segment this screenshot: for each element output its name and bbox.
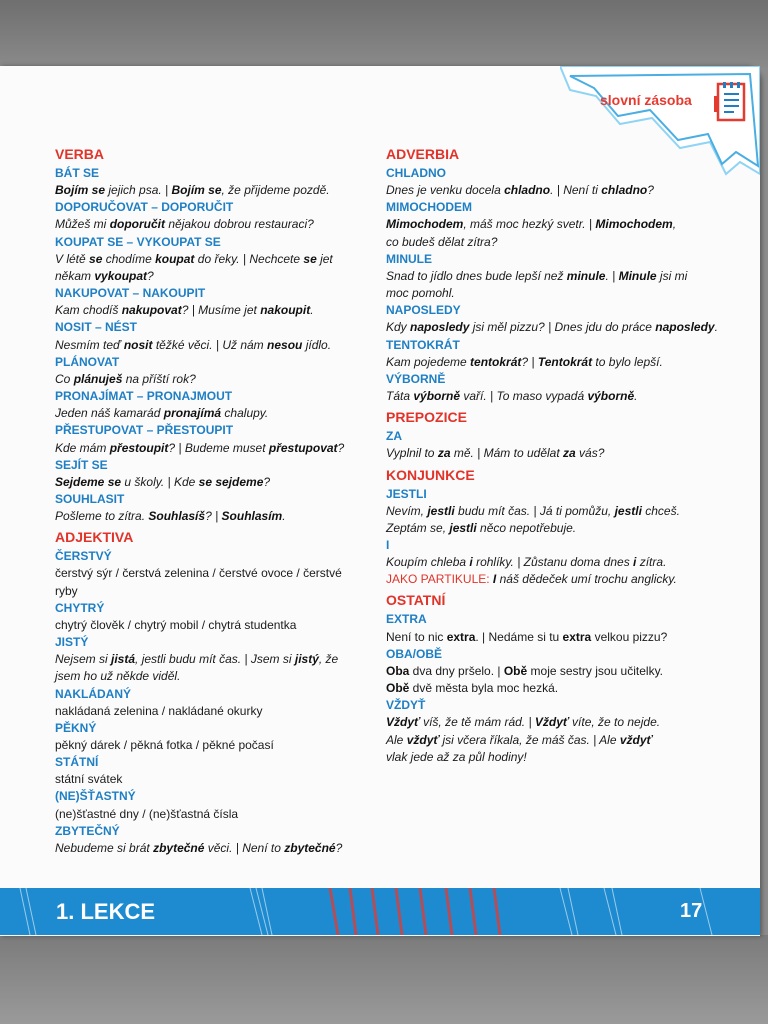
example-text: těžké věci. | Už nám bbox=[152, 337, 268, 352]
section-heading: ADJEKTIVA bbox=[55, 529, 134, 546]
example-text: , máš moc hezký svetr. | bbox=[463, 217, 596, 232]
example-text: čerstvý sýr / čerstvá zelenina / čerstvé ovoce / čerstvé bbox=[55, 566, 342, 581]
highlighted-word: jistý bbox=[294, 652, 319, 667]
example-line bbox=[386, 503, 731, 520]
example-text: . | Není ti bbox=[550, 183, 602, 198]
example-text: něco nepotřebuje. bbox=[476, 520, 577, 535]
headword: KOUPAT SE – VYKOUPAT SE bbox=[55, 234, 221, 249]
highlighted-word: Bojím se bbox=[55, 183, 106, 198]
example-text: někam bbox=[55, 268, 95, 283]
page-number: 17 bbox=[680, 900, 703, 922]
highlighted-word: Minule bbox=[618, 268, 657, 283]
headword: NOSIT – NÉST bbox=[55, 320, 138, 335]
example-text: rohlíky. | Zůstanu doma dnes bbox=[472, 555, 634, 570]
headword: ZBYTEČNÝ bbox=[55, 823, 120, 838]
example-text: ? | bbox=[205, 509, 222, 524]
example-text: Nesmím teď bbox=[55, 337, 124, 352]
headword: MINULE bbox=[386, 251, 432, 266]
highlighted-word: zbytečné bbox=[153, 840, 205, 855]
example-line bbox=[386, 285, 731, 302]
highlighted-word: Obě bbox=[386, 681, 410, 696]
highlighted-word: jistá bbox=[111, 652, 136, 667]
example-text: jsem ho už někde viděl. bbox=[55, 669, 181, 684]
example-line bbox=[55, 371, 370, 388]
highlighted-word: jestli bbox=[427, 503, 455, 518]
example-text: dvě města byla moc hezká. bbox=[409, 681, 559, 696]
example-text: u školy. | Kde bbox=[121, 474, 199, 489]
example-text: ryby bbox=[55, 583, 78, 598]
example-text: . | Nedáme si tu bbox=[475, 629, 563, 644]
example-text: pěkný dárek / pěkná fotka / pěkné počasí bbox=[55, 738, 274, 752]
highlighted-word: naposledy bbox=[655, 320, 715, 335]
headword: NAKLÁDANÝ bbox=[55, 686, 131, 701]
highlighted-word: Souhlasím bbox=[221, 509, 283, 524]
example-text: Kde mám bbox=[55, 440, 110, 455]
headword: VÝBORNĚ bbox=[386, 371, 446, 386]
highlighted-word: vždyť bbox=[619, 732, 653, 747]
example-text: Můžeš mi bbox=[55, 217, 110, 232]
example-text: ? bbox=[263, 474, 271, 489]
example-text: JAKO PARTIKULE: bbox=[386, 572, 493, 587]
example-text: Kdy bbox=[386, 320, 411, 335]
example-text: náš dědeček umí trochu anglicky. bbox=[496, 572, 677, 587]
headword: PRONAJÍMAT – PRONAJMOUT bbox=[55, 389, 233, 404]
highlighted-word: nakupovat bbox=[121, 303, 182, 318]
example-line bbox=[55, 840, 370, 857]
example-line bbox=[55, 216, 370, 233]
example-line bbox=[386, 663, 731, 680]
highlighted-word: pronajímá bbox=[163, 406, 222, 421]
headword: PĚKNÝ bbox=[55, 720, 97, 735]
example-line bbox=[55, 474, 370, 491]
highlighted-word: plánuješ bbox=[73, 371, 123, 386]
example-line bbox=[386, 445, 731, 462]
highlighted-word: výborně bbox=[587, 389, 635, 404]
example-line bbox=[386, 520, 731, 537]
example-text: . | bbox=[605, 268, 619, 283]
highlighted-word: jestli bbox=[449, 520, 477, 535]
example-text: . bbox=[282, 509, 286, 524]
example-text: do řeky. | Nechcete bbox=[194, 251, 304, 266]
example-text: ? | Budeme muset bbox=[168, 440, 269, 455]
example-line bbox=[55, 651, 370, 668]
example-text: jsi mi bbox=[656, 268, 688, 283]
example-text: na příští rok? bbox=[122, 371, 196, 386]
example-text: velkou pizzu? bbox=[591, 629, 668, 644]
highlighted-word: I bbox=[492, 572, 497, 587]
notebook-icon bbox=[714, 80, 750, 126]
highlighted-word: Obě bbox=[503, 663, 528, 678]
example-line bbox=[386, 554, 731, 571]
example-line bbox=[55, 771, 370, 788]
example-text: Zeptám se, bbox=[386, 520, 450, 535]
headword: ZA bbox=[386, 429, 402, 444]
example-line bbox=[55, 405, 370, 422]
highlighted-word: jestli bbox=[614, 503, 642, 518]
example-text: V létě bbox=[55, 251, 90, 266]
highlighted-word: minule bbox=[566, 268, 606, 283]
example-text: vlak jede až za půl hodiny! bbox=[386, 749, 527, 764]
example-line bbox=[55, 565, 370, 582]
example-line bbox=[55, 251, 370, 268]
headword: EXTRA bbox=[386, 612, 427, 627]
scan-background-top bbox=[0, 0, 768, 68]
example-text: víte, že to nejde. bbox=[568, 715, 661, 730]
section-tag: slovní zásoba bbox=[600, 92, 692, 108]
example-text: vaří. | To maso vypadá bbox=[460, 389, 588, 404]
example-text: Jeden náš kamarád bbox=[55, 406, 164, 421]
example-text: , jestli budu mít čas. | Jsem si bbox=[135, 652, 295, 667]
example-text: Pošleme to zítra. bbox=[55, 509, 149, 524]
example-text: Nevím, bbox=[386, 503, 428, 518]
headword: OBA/OBĚ bbox=[386, 646, 443, 661]
highlighted-word: extra bbox=[446, 629, 476, 644]
footer-bar bbox=[0, 888, 760, 935]
example-text: to bylo lepší. bbox=[592, 354, 663, 369]
example-line bbox=[55, 703, 370, 720]
highlighted-word: Sejdeme se bbox=[55, 474, 122, 489]
example-line bbox=[386, 216, 731, 233]
example-text: jet bbox=[316, 251, 333, 266]
highlighted-word: nakoupit bbox=[260, 303, 311, 318]
example-text: chalupy. bbox=[221, 406, 269, 421]
example-text: ? | bbox=[521, 354, 538, 369]
example-line bbox=[386, 749, 731, 766]
highlighted-word: se sejdeme bbox=[198, 474, 264, 489]
example-text: Kam pojedeme bbox=[386, 354, 471, 369]
example-text: Kam chodíš bbox=[55, 303, 122, 318]
headword: (NE)ŠŤASTNÝ bbox=[55, 789, 136, 804]
example-text: ? bbox=[337, 440, 345, 455]
example-text: . bbox=[714, 320, 718, 335]
left-column bbox=[55, 144, 370, 857]
highlighted-word: chladno bbox=[504, 183, 551, 198]
example-line bbox=[55, 302, 370, 319]
highlighted-word: za bbox=[563, 446, 576, 461]
example-line bbox=[386, 234, 731, 251]
headword: SEJÍT SE bbox=[55, 457, 108, 472]
headword: BÁT SE bbox=[55, 166, 100, 180]
highlighted-word: se bbox=[303, 251, 317, 266]
example-text: co budeš dělat zítra? bbox=[386, 234, 498, 249]
example-text: ? bbox=[147, 268, 154, 283]
example-text: (ne)šťastné dny / (ne)šťastná čísla bbox=[55, 806, 239, 821]
section-heading: VERBA bbox=[55, 146, 105, 162]
highlighted-word: Oba bbox=[386, 663, 410, 678]
headword: JISTÝ bbox=[55, 635, 89, 650]
example-line bbox=[386, 680, 731, 697]
headword: CHLADNO bbox=[386, 166, 446, 180]
example-text: vás? bbox=[575, 446, 605, 461]
headword: I bbox=[386, 537, 390, 552]
highlighted-word: přestoupit bbox=[109, 440, 169, 455]
example-line bbox=[386, 182, 731, 199]
highlighted-word: Tentokrát bbox=[537, 354, 593, 369]
example-text: jsi včera říkala, že máš čas. | Ale bbox=[439, 732, 620, 747]
example-text: zítra. bbox=[636, 555, 667, 570]
example-line bbox=[55, 508, 370, 525]
example-text: státní svátek bbox=[55, 772, 123, 787]
highlighted-word: Vždyť bbox=[534, 715, 569, 730]
example-text: . bbox=[634, 389, 638, 404]
example-text: Ale bbox=[386, 732, 407, 747]
example-text: moc pomohl. bbox=[386, 286, 455, 301]
highlighted-word: přestupovat bbox=[268, 440, 338, 455]
example-text: ? bbox=[335, 840, 343, 855]
scan-background-bottom bbox=[0, 935, 768, 1024]
highlighted-word: Vždyť bbox=[386, 715, 420, 730]
section-heading: PREPOZICE bbox=[386, 409, 467, 426]
example-text: Snad to jídlo dnes bude lepší než bbox=[386, 268, 567, 283]
right-column bbox=[386, 144, 731, 766]
highlighted-word: koupat bbox=[155, 251, 195, 266]
highlighted-word: Mimochodem bbox=[595, 217, 673, 232]
section-heading: OSTATNÍ bbox=[386, 592, 446, 609]
example-line bbox=[386, 629, 731, 646]
highlighted-word: se bbox=[89, 251, 103, 266]
example-line bbox=[386, 354, 731, 371]
highlighted-word: naposledy bbox=[410, 320, 470, 335]
headword: CHYTRÝ bbox=[55, 600, 105, 615]
headword: DOPORUČOVAT – DOPORUČIT bbox=[55, 200, 234, 215]
example-text: chodíme bbox=[102, 251, 156, 266]
example-line bbox=[55, 583, 370, 600]
example-text: víš, že tě mám rád. | bbox=[419, 715, 535, 730]
example-text: mě. | Mám to udělat bbox=[450, 446, 563, 461]
highlighted-word: i bbox=[633, 555, 637, 570]
example-text: . bbox=[310, 303, 314, 318]
highlighted-word: Souhlasíš bbox=[148, 509, 206, 524]
example-line bbox=[55, 182, 370, 199]
highlighted-word: chladno bbox=[601, 183, 648, 198]
example-text: Není to nic bbox=[386, 629, 447, 644]
example-text: budu mít čas. | Já ti pomůžu, bbox=[454, 503, 615, 518]
highlighted-word: nesou bbox=[267, 337, 303, 352]
example-text: Táta bbox=[386, 389, 414, 404]
headword: NAKUPOVAT – NAKOUPIT bbox=[55, 286, 206, 301]
headword: PŘESTUPOVAT – PŘESTOUPIT bbox=[55, 423, 234, 438]
example-text: , že bbox=[318, 652, 339, 667]
highlighted-word: i bbox=[469, 555, 473, 570]
highlighted-word: vykoupat bbox=[94, 268, 148, 283]
section-heading: KONJUNKCE bbox=[386, 466, 475, 483]
example-text: Co bbox=[55, 371, 74, 386]
highlighted-word: Mimochodem bbox=[386, 217, 464, 232]
example-line bbox=[386, 714, 731, 731]
example-line bbox=[55, 668, 370, 685]
headword: VŽDYŤ bbox=[386, 698, 426, 713]
example-text: nějakou dobrou restauraci? bbox=[165, 217, 314, 232]
example-line bbox=[386, 732, 731, 749]
example-line bbox=[55, 617, 370, 634]
example-text: , že přijdeme pozdě. bbox=[221, 183, 330, 198]
headword: STÁTNÍ bbox=[55, 755, 99, 770]
headword: SOUHLASIT bbox=[55, 491, 125, 506]
headword: TENTOKRÁT bbox=[386, 337, 460, 352]
highlighted-word: vždyť bbox=[406, 732, 440, 747]
highlighted-word: Bojím se bbox=[171, 183, 222, 198]
headword: PLÁNOVAT bbox=[55, 354, 120, 369]
example-text: Koupím chleba bbox=[386, 555, 470, 570]
example-text: jejich psa. | bbox=[105, 183, 172, 198]
headword: NAPOSLEDY bbox=[386, 303, 461, 318]
highlighted-word: doporučit bbox=[109, 217, 166, 232]
headword: ČERSTVÝ bbox=[55, 549, 112, 564]
highlighted-word: za bbox=[437, 446, 451, 461]
example-text: Nebudeme si brát bbox=[55, 840, 154, 855]
example-text: moje sestry jsou učitelky. bbox=[527, 663, 664, 678]
example-text: věci. | Není to bbox=[204, 840, 285, 855]
example-line bbox=[386, 388, 731, 405]
example-text: chceš. bbox=[641, 503, 680, 518]
example-line bbox=[386, 268, 731, 285]
headword: MIMOCHODEM bbox=[386, 200, 472, 215]
example-text: Nejsem si bbox=[55, 652, 112, 667]
example-text: chytrý člověk / chytrý mobil / chytrá studentka bbox=[55, 617, 297, 632]
lesson-label: 1. LEKCE bbox=[56, 899, 156, 924]
example-text: Vyplnil to bbox=[386, 446, 438, 461]
highlighted-word: tentokrát bbox=[470, 354, 522, 369]
example-line bbox=[55, 737, 370, 754]
highlighted-word: výborně bbox=[413, 389, 461, 404]
section-heading: ADVERBIA bbox=[386, 146, 460, 162]
example-text: ? | Musíme jet bbox=[181, 303, 261, 318]
example-text: Dnes je venku docela bbox=[386, 183, 505, 198]
example-text: nakládaná zelenina / nakládané okurky bbox=[55, 703, 263, 718]
highlighted-word: zbytečné bbox=[284, 840, 336, 855]
example-line bbox=[55, 440, 370, 457]
example-text: jídlo. bbox=[302, 337, 332, 352]
example-line bbox=[55, 337, 370, 354]
example-line bbox=[55, 268, 370, 285]
headword: JESTLI bbox=[386, 486, 427, 501]
example-line bbox=[386, 571, 731, 588]
example-text: , bbox=[672, 217, 677, 232]
example-line bbox=[55, 806, 370, 823]
example-line bbox=[386, 319, 731, 336]
highlighted-word: nosit bbox=[123, 337, 153, 352]
example-text: dva dny pršelo. | bbox=[409, 663, 504, 678]
example-text: jsi měl pizzu? | Dnes jdu do práce bbox=[469, 320, 656, 335]
highlighted-word: extra bbox=[562, 629, 592, 644]
example-text: ? bbox=[647, 183, 654, 198]
